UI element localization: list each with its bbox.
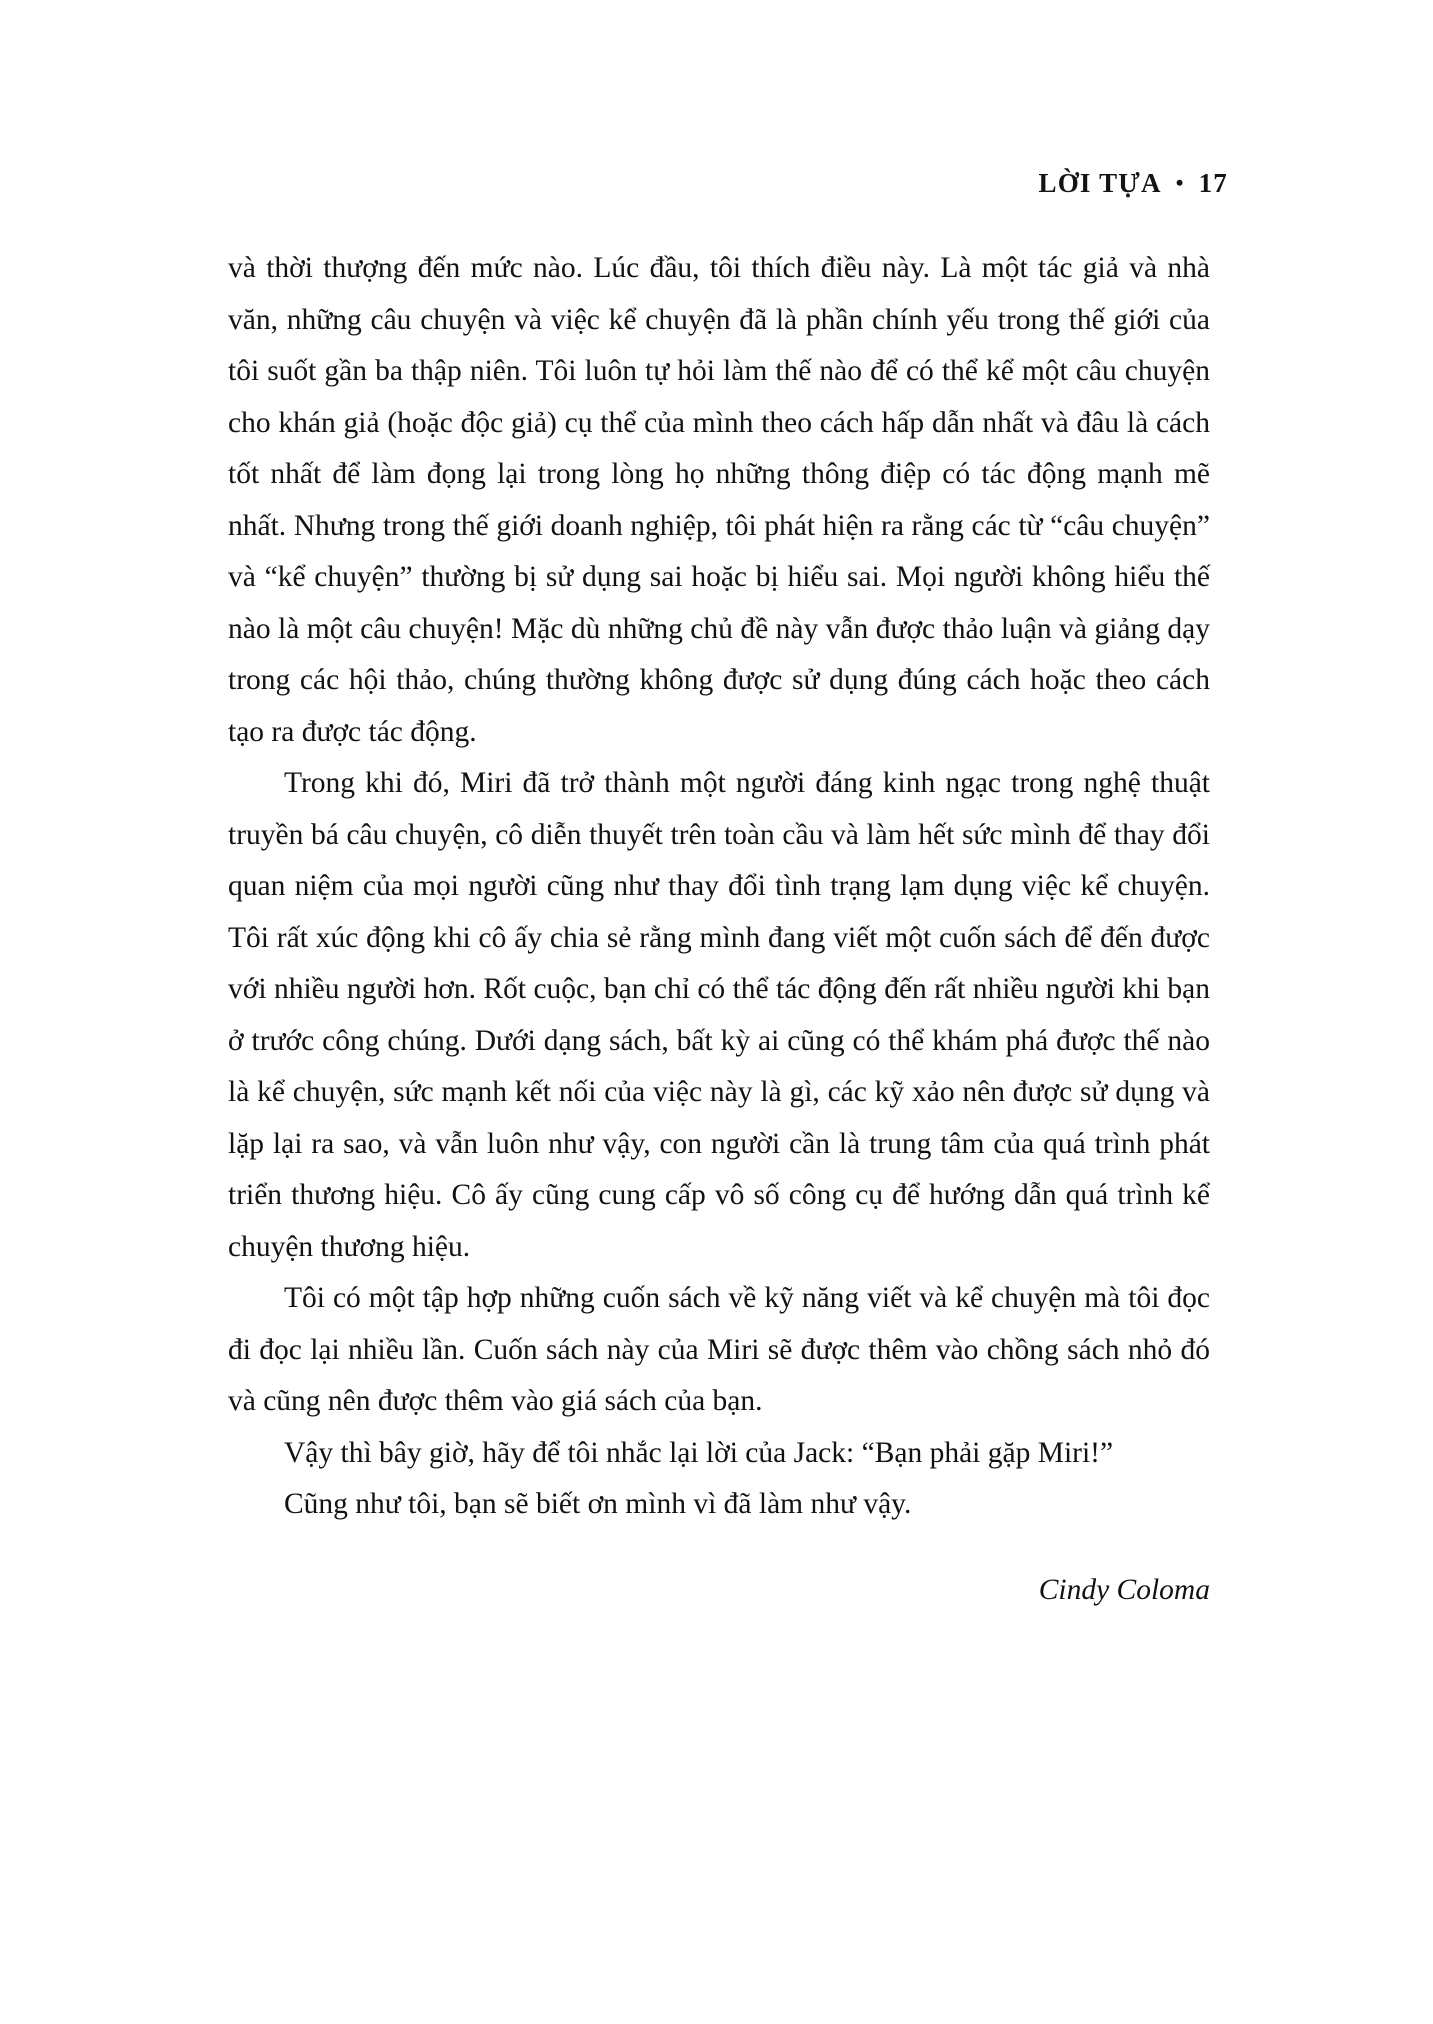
paragraph-2: Trong khi đó, Miri đã trở thành một người đáng kinh ngạc trong nghệ thuật truyền bá câu chuyện, cô diễn thuyết trên toàn cầu và làm hết sức mình để thay đổi quan niệm của mọi người cũng như thay đổi tình trạng lạm dụng việc kể chuyện. Tôi rất xúc động khi cô ấy chia sẻ rằng mình đang viết một cuốn sách để đến được với nhiều người hơn. Rốt cuộc, bạn chỉ có thể tác động đến rất nhiều người khi bạn ở trước công chúng. Dưới dạng sách, bất kỳ ai cũng có thể khám phá được thế nào là kể chuyện, sức mạnh kết nối của việc này là gì, các kỹ xảo nên được sử dụng và lặp lại ra sao, và vẫn luôn như vậy, con người cần là trung tâm của quá trình phát triển thương hiệu. Cô ấy cũng cung cấp vô số công cụ để hướng dẫn quá trình kể chuyện thương hiệu. (228, 767, 1210, 1263)
paragraph-4: Vậy thì bây giờ, hãy để tôi nhắc lại lời của Jack: “Bạn phải gặp Miri!” (284, 1436, 1114, 1469)
body-text-column (228, 243, 1210, 1616)
running-head (1039, 168, 1229, 199)
author-signature: Cindy Coloma (1038, 1573, 1210, 1606)
paragraph-5: Cũng như tôi, bạn sẽ biết ơn mình vì đã làm như vậy. (284, 1488, 912, 1520)
running-head-separator: • (1175, 170, 1185, 195)
paragraph-1: và thời thượng đến mức nào. Lúc đầu, tôi thích điều này. Là một tác giả và nhà văn, những câu chuyện và việc kể chuyện đã là phần chính yếu trong thế giới của tôi suốt gần ba thập niên. Tôi luôn tự hỏi làm thế nào để có thể kể một câu chuyện cho khán giả (hoặc độc giả) cụ thể của mình theo cách hấp dẫn nhất và đâu là cách tốt nhất để làm đọng lại trong lòng họ những thông điệp có tác động mạnh mẽ nhất. Nhưng trong thế giới doanh nghiệp, tôi phát hiện ra rằng các từ “câu chuyện” và “kể chuyện” thường bị sử dụng sai hoặc bị hiểu sai. Mọi người không hiểu thế nào là một câu chuyện! Mặc dù những chủ đề này vẫn được thảo luận và giảng dạy trong các hội thảo, chúng thường không được sử dụng đúng cách hoặc theo cách tạo ra được tác động. (228, 252, 1210, 748)
page-number: 17 (1198, 168, 1228, 198)
running-head-section: LỜI TỰA (1038, 168, 1162, 198)
paragraph-3: Tôi có một tập hợp những cuốn sách về kỹ năng viết và kể chuyện mà tôi đọc đi đọc lại nhiều lần. Cuốn sách này của Miri sẽ được thêm vào chồng sách nhỏ đó và cũng nên được thêm vào giá sách của bạn. (228, 1282, 1210, 1417)
